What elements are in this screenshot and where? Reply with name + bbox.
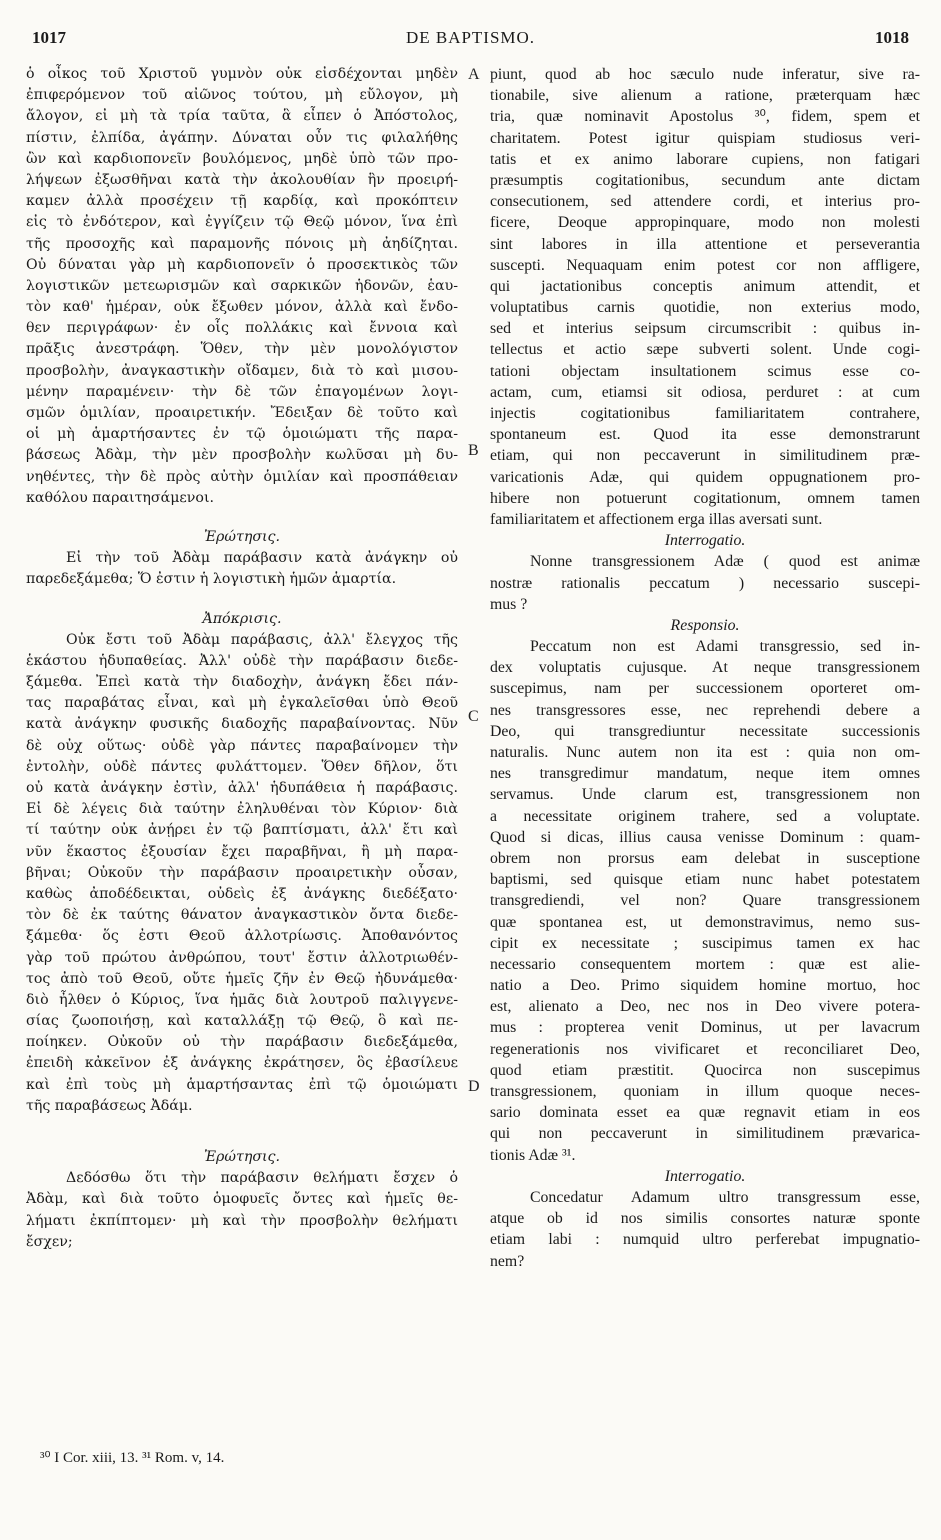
- greek-text-line: τῆς παραβάσεως Ἀδάμ.: [26, 1097, 193, 1114]
- latin-text-line: Peccatum non est Adami transgressio, sed in-: [530, 638, 920, 656]
- latin-text-line: servamus. Unde clarum est, transgressionem non: [490, 786, 920, 804]
- latin-text-line: injectis cogitationibus familiaritatem contrahere,: [490, 405, 920, 422]
- greek-text-line: τας παραβάτας εἶναι, καὶ μὴ ἐγκαλεῖσθαι ὑπὸ Θεοῦ: [26, 695, 458, 712]
- latin-text-line: quod etiam præstitit. Quocirca non suscepimus: [490, 1061, 920, 1079]
- greek-text-line: παρεδεξάμεθα; Ὅ ἐστιν ἡ λογιστικὴ ἡμῶν ἁμαρτία.: [26, 571, 397, 588]
- greek-text-line: δὲ οὐχ οὕτως· οὐδὲ γὰρ πάντες παραβαίνομεν τὴν: [26, 737, 458, 754]
- greek-text-line: ὁ οἶκος τοῦ Χριστοῦ γυμνὸν οὐκ εἰσδέχονται μηδὲν: [26, 66, 458, 82]
- greek-text-line: κατὰ ἀνάγκην φυσικῆς διαδοχῆς παραβαίνοντας. Νῦν: [26, 716, 458, 733]
- right-page-number: 1018: [875, 28, 909, 47]
- greek-text-line: βάσεως Ἀδὰμ, τὴν μὲν προσβολὴν κωλῦσαι μὴ δυ-: [26, 447, 458, 464]
- greek-text-line: ἔσχεν;: [26, 1233, 73, 1250]
- latin-text-line: ficere, Deoque appropinquare, modo non molesti: [490, 214, 920, 232]
- greek-text-line: νῦν ἕκαστος ἐξουσίαν ἔχει παραβῆναι, ἢ μὴ παρα-: [26, 843, 458, 860]
- latin-text-line: regenerationis nos vivificaret et reconciliaret Deo,: [490, 1040, 920, 1058]
- greek-text-line: διὸ ἦλθεν ὁ Κύριος, ἵνα ἡμᾶς διὰ λουτροῦ παλιγγενε-: [26, 991, 458, 1008]
- latin-text-line: transgressionem, quoniam in illum quoque neces-: [490, 1083, 920, 1100]
- latin-text-line: voluptatibus carnis quotidie, non exterius modo,: [490, 299, 920, 317]
- latin-text-line: suscepimus, nam per successionem oporteret om-: [490, 680, 920, 698]
- greek-column: [26, 64, 458, 1253]
- greek-text-line: ξάμεθα· ὅς ἐστι Θεοῦ ἀλλοτρίωσις. Ἀποθανόντος: [26, 928, 458, 945]
- greek-text-line: εἰς τὸ ἐνδότερον, καὶ ἐγγίζειν τῷ Θεῷ μόνον, ἵνα ἐπὶ: [26, 214, 458, 231]
- latin-text-line: baptismi, sed quisque etiam nunc habet potestatem: [490, 871, 920, 889]
- greek-text-line: τὸν δὲ ἐκ ταύτης θάνατον ἀναγκαστικὸν ὄντα διεδε-: [26, 907, 458, 924]
- latin-text-line: mus ?: [490, 595, 528, 613]
- greek-text-line: οὐ κατὰ ἀνάγκην ἐστὶν, ἀλλ' ἡδυπάθεια ἡ παράβασις.: [26, 780, 458, 796]
- latin-text-line: tionis Adæ ³¹.: [490, 1146, 576, 1164]
- latin-text-line: naturalis. Nunc autem non ita est : quia non om-: [490, 744, 920, 761]
- latin-text-line: quæ spontanea est, ut demonstravimus, nemo sus-: [490, 913, 920, 931]
- greek-text-line: λήψεων ἐξωσθῆναι κατὰ τὴν ἀκολουθίαν ἣν προειρή-: [26, 171, 458, 188]
- greek-text-line: ξάμεθα. Ἐπεὶ κατὰ τὴν διαδοχὴν, ἀνάγκη ἔδει πάν-: [26, 674, 458, 691]
- latin-text-line: nem?: [490, 1252, 525, 1270]
- latin-text-line: etiam, qui non peccaverunt in similitudinem præ-: [490, 447, 920, 465]
- latin-text-line: qui jactationibus conceptis animum attendit, et: [490, 277, 920, 295]
- greek-text-line: ἑκάστου ἡδυπαθείας. Ἀλλ' οὐδὲ τὴν παράβασιν διεδε-: [26, 652, 458, 669]
- margin-marker-b: B: [468, 442, 479, 459]
- greek-text-line: Οὐκ ἔστι τοῦ Ἀδὰμ παράβασις, ἀλλ' ἔλεγχος τῆς: [66, 631, 458, 648]
- greek-text-line: ἄλογον, εἰ μὴ τὰ τρία ταῦτα, ἃ εἶπεν ὁ Ἀπόστολος,: [26, 108, 458, 125]
- latin-column: [490, 64, 920, 1272]
- latin-text-line: cipit ex necessitate ; suscipimus tamen ex hac: [490, 934, 920, 952]
- greek-text-line: λήματι ἐκπίπτομεν· μὴ καὶ τὴν προσβολὴν θελήματι: [26, 1212, 458, 1229]
- latin-text-line: natio a Deo. Primo siquidem homine mortuo, hoc: [490, 977, 920, 995]
- latin-text-line: a necessitate originem trahere, sed a voluptate.: [490, 807, 920, 825]
- greek-text-line: Εἰ τὴν τοῦ Ἀδὰμ παράβασιν κατὰ ἀνάγκην οὐ: [66, 550, 458, 567]
- greek-text-line: ἐντολὴν, οὐδὲ πάντες φυλάττομεν. Ὅθεν δῆλον, ὅτι: [26, 758, 458, 775]
- greek-text-line: Δεδόσθω ὅτι τὴν παράβασιν θελήματι ἔσχεν ὁ: [66, 1170, 458, 1187]
- greek-heading: Ἐρώτησις.: [203, 528, 281, 545]
- greek-text-line: τος ἀπὸ τοῦ Θεοῦ, οὔτε ἡμεῖς ζῆν ἐν Θεῷ ἠδυνάμεθα·: [26, 970, 458, 987]
- latin-text-line: est, alienato a Deo, nec nos in Deo vivere potera-: [490, 998, 920, 1016]
- greek-spacer: [26, 591, 458, 609]
- latin-text-line: præsumptis cogitationibus, secundum ante dictam: [490, 171, 920, 189]
- latin-text-line: varicationis Adæ, qui quidem oppugnationem pro-: [490, 468, 920, 486]
- greek-text-line: σμῶν ὁμιλίαν, προαιρετικήν. Ἔδειξαν δὲ τοῦτο καὶ: [26, 405, 458, 421]
- left-page-number: 1017: [32, 28, 66, 47]
- greek-text-line: τί ταύτην οὐκ ἀνῄρει ἐν τῷ βαπτίσματι, ἀλλ' ἔτι καὶ: [26, 822, 458, 839]
- greek-text-line: ποίηκεν. Οὐκοῦν οὐ τὴν παράβασιν διεδεξάμεθα,: [26, 1034, 458, 1051]
- latin-text-line: Quod si dicas, illius causa venisse Dominum : quam-: [490, 828, 920, 846]
- latin-text-line: tellectus et actio sæpe subverti solent. Unde cogi-: [490, 341, 920, 359]
- greek-text-line: θεν περιγράφων· ἐν οἷς πολλάκις καὶ ἔννοια καὶ: [26, 320, 458, 337]
- latin-text-line: familiaritatem et affectionem erga illas aversati sunt.: [490, 510, 823, 528]
- latin-text-line: suscepti. Nequaquam enim potest cor non affligere,: [490, 256, 920, 274]
- greek-text-line: Οὐ δύναται γὰρ μὴ καρδιοπονεῖν ὁ προσεκτικὸς τῶν: [26, 256, 458, 273]
- greek-text-line: μένην παραμένειν· τὴν δὲ τῶν ἐπαγομένων λογι-: [26, 383, 458, 400]
- latin-text-line: transgrediendi, vel non? Quare transgressionem: [490, 892, 920, 910]
- greek-text-line: πρᾶξις ἀνεστράφη. Ὅθεν, τὴν μὲν μονολόγιστον: [26, 341, 458, 358]
- latin-text-line: piunt, quod ab hoc sæculo nude inferatur, sive ra-: [490, 66, 920, 83]
- latin-text-line: sario dominata esset ea quæ regnavit etiam in eos: [490, 1104, 920, 1122]
- greek-text-line: λογιστικῶν μετεωρισμῶν καὶ σαρκικῶν ἡδονῶν, ἑαυ-: [26, 277, 458, 294]
- latin-text-line: charitatem. Potest igitur quispiam studiosus veri-: [490, 129, 920, 147]
- latin-text-line: necessario consequentem mortem : quæ est alie-: [490, 955, 920, 973]
- greek-heading: Ἐρώτησις.: [203, 1149, 281, 1165]
- latin-text-line: nes transgredimur mandatum, neque item omnes: [490, 765, 920, 783]
- latin-text-line: Nonne transgressionem Adæ ( quod est animæ: [530, 553, 920, 571]
- greek-text-line: νηθέντες, τὴν δὲ πρὸς αὐτὴν ὁμιλίαν καὶ προσπάθειαν: [26, 468, 458, 485]
- greek-spacer: [26, 1117, 458, 1147]
- greek-text-line: βῆναι; Οὐκοῦν τὴν παράβασιν προαιρετικὴν οὖσαν,: [26, 864, 458, 881]
- greek-text-line: ὢν καὶ καρδιοπονεῖν βουλόμενος, μηδὲ ὑπὸ τῶν προ-: [26, 150, 458, 167]
- latin-text-line: sint labores in illa attentione et perseverantia: [490, 235, 920, 253]
- greek-text-line: προσβολὴν, ἀναγκαστικὴν οἴδαμεν, διὰ τὸ καὶ μισου-: [26, 362, 458, 379]
- margin-marker-d: D: [468, 1078, 480, 1095]
- greek-text-line: καὶ ἐπὶ τοὺς μὴ ἁμαρτήσαντας ἐπὶ τῷ ὁμοιώματι: [26, 1076, 458, 1093]
- latin-text-line: mus : propterea venit Dominus, ut per lavacrum: [490, 1019, 920, 1037]
- latin-text-line: tionabile, sive alienum a ratione, præterquam hæc: [490, 87, 920, 105]
- greek-text-line: Ἀδὰμ, καὶ διὰ τοῦτο ὁμοφυεῖς ὄντες καὶ ἡμεῖς θε-: [26, 1191, 458, 1208]
- latin-text-line: qui non peccaverunt in similitudinem prævarica-: [490, 1125, 920, 1143]
- greek-text-line: καμεν ἀλλὰ προσέχειν τῇ καρδίᾳ, καὶ προκόπτειν: [26, 193, 458, 210]
- latin-text-line: hibere non potuerunt cogitationum, omnem tamen: [490, 489, 920, 507]
- greek-text-line: γὰρ τοῦ πρώτου ἀνθρώπου, τουτ' ἔστιν ἀλλοτριωθέν-: [26, 949, 458, 966]
- greek-text-line: Εἰ δὲ λέγεις διὰ ταύτην ἐληλυθέναι τὸν Κύριον· διὰ: [26, 801, 458, 818]
- greek-text-line: τὸν καθ' ἡμέραν, οὐκ ἔξωθεν μόνον, ἀλλὰ καὶ ἔνδο-: [26, 299, 458, 316]
- latin-text-line: Concedatur Adamum ultro transgressum esse,: [530, 1188, 920, 1206]
- latin-text-line: tatis et ex animo laborare cupiens, non fatigari: [490, 150, 920, 168]
- latin-text-line: dex voluptatis cujusque. At neque transgressionem: [490, 659, 920, 677]
- greek-text-line: καθόλου παραιτησάμενοι.: [26, 489, 215, 506]
- margin-marker-c: C: [468, 708, 479, 725]
- latin-text-line: spontaneum est. Quod ita esse demonstrarunt: [490, 426, 920, 444]
- greek-text-line: οἱ μὴ ἁμαρτήσαντες ἐν τῷ ὁμοιώματι τῆς παρα-: [26, 426, 458, 443]
- latin-heading: Interrogatio.: [664, 1167, 746, 1185]
- latin-text-line: tria, quæ nominavit Apostolus ³⁰, fidem, spem et: [490, 108, 920, 126]
- latin-text-line: Deo, qui transgrediuntur necessitate successionis: [490, 722, 920, 740]
- greek-text-line: σίας ζωοποιήσῃ, καὶ καταλλάξῃ τῷ Θεῷ, ὃ καὶ πε-: [26, 1013, 458, 1030]
- latin-text-line: obrem non prorsus eam delebat in susceptione: [490, 849, 920, 867]
- greek-text-line: καθὼς ἀποδέδεικται, οὐδεὶς ἐξ ἀνάγκης διεδέξατο·: [26, 885, 458, 902]
- greek-heading: Ἀπόκρισις.: [202, 610, 282, 627]
- latin-text-line: consecutionem, sed attendere cordi, et interius pro-: [490, 193, 920, 211]
- margin-marker-a: A: [468, 66, 480, 83]
- latin-heading: Interrogatio.: [664, 532, 746, 550]
- latin-text-line: atque ob id nos similis consortes naturæ sponte: [490, 1210, 920, 1228]
- latin-text-line: tationi objectam insultationem scimus esse co-: [490, 362, 920, 380]
- greek-text-line: ἐπειδὴ κἀκεῖνον ἐξ ἀνάγκης ἐκράτησεν, ὃς ἐβασίλευε: [26, 1055, 458, 1072]
- greek-spacer: [26, 509, 458, 527]
- greek-text-line: ἐπιφερόμενον τοῦ αἰῶνος τούτου, μὴ εὔλογον, μὴ: [26, 87, 458, 104]
- latin-text-line: nes transgressores esse, nec reprehendi debere a: [490, 701, 920, 719]
- greek-text-line: πίστιν, ἐλπίδα, ἀγάπην. Δύναται οὖν τις φιλαλήθης: [26, 129, 458, 146]
- latin-heading: Responsio.: [670, 616, 740, 634]
- latin-text-line: actam, cum, etiamsi sit odiosa, perduret : at cum: [490, 383, 920, 401]
- latin-text-line: sed et interius seipsum circumscribit : quibus in-: [490, 320, 920, 338]
- greek-text-line: τῆς προσοχῆς καὶ παραμονῆς πόνοις μὴ ἀηδίζηται.: [26, 235, 458, 252]
- latin-text-line: etiam labi : numquid ultro perferebat impugnatio-: [490, 1231, 920, 1249]
- footnotes: ³⁰ I Cor. xiii, 13. ³¹ Rom. v, 14.: [40, 1450, 225, 1466]
- running-title: DE BAPTISMO.: [405, 28, 536, 47]
- page-header: [28, 28, 913, 54]
- latin-text-line: nostræ rationalis peccatum ) necessario suscepi-: [490, 574, 920, 592]
